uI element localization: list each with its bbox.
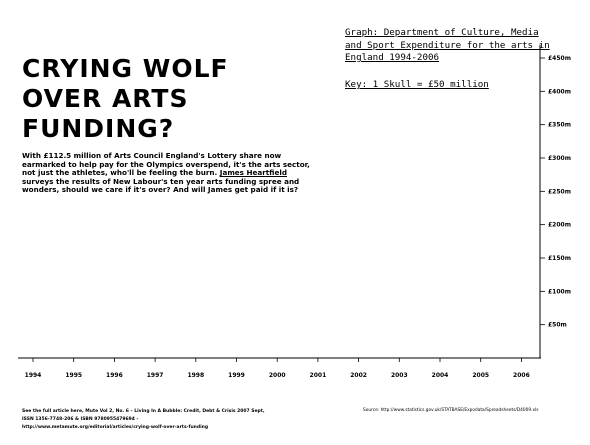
bar-1994 <box>24 199 42 352</box>
skull-icon <box>309 332 327 352</box>
x-tick-label: 1998 <box>187 372 205 379</box>
skull-icon <box>309 266 327 286</box>
skull-icon <box>350 266 368 286</box>
skull-icon <box>472 232 490 252</box>
skull-icon <box>268 299 286 319</box>
skull-icon <box>105 266 123 286</box>
x-tick-label: 2002 <box>350 372 367 379</box>
x-tick-label: 1999 <box>228 372 245 379</box>
bar-2001 <box>309 199 327 352</box>
skull-icon <box>65 266 83 286</box>
skull-icon <box>350 232 368 252</box>
skull-icon <box>309 199 327 219</box>
footer-line-2: ISSN 1356-7748-206 & ISBN 9780955479694 - <box>22 417 139 422</box>
bar-2004 <box>431 132 449 352</box>
x-axis-labels <box>25 358 530 379</box>
skull-icon <box>105 299 123 319</box>
skull-icon <box>431 166 449 186</box>
skull-icon <box>512 332 530 352</box>
y-tick-label: £450m <box>548 54 571 62</box>
skull-icon <box>187 266 205 286</box>
skull-icon <box>431 332 449 352</box>
skull-icon <box>390 299 408 319</box>
bar-2005 <box>472 99 490 352</box>
y-tick-label: £150m <box>548 254 571 262</box>
y-axis <box>18 45 571 358</box>
skull-icon <box>431 299 449 319</box>
skull-icon <box>390 332 408 352</box>
skull-icon <box>512 99 530 119</box>
skull-icon <box>187 299 205 319</box>
skull-icon <box>268 332 286 352</box>
skull-icon <box>390 232 408 252</box>
x-tick-label: 2000 <box>268 372 286 379</box>
bars-layer <box>24 66 530 352</box>
y-tick-label: £250m <box>548 188 571 196</box>
skull-icon <box>268 232 286 252</box>
skull-icon <box>187 332 205 352</box>
skull-icon <box>390 166 408 186</box>
skull-icon <box>431 266 449 286</box>
footer-line-1: See the full article here, Mute Vol 2, No. 6 – Living In A Bubble: Credit, Debt & Crisis 2007 Sept, <box>22 409 265 414</box>
skull-icon <box>309 299 327 319</box>
skull-icon <box>512 299 530 319</box>
x-tick-label: 2001 <box>309 372 327 379</box>
skull-icon <box>350 199 368 219</box>
graph-title: Graph: Department of Culture, Media and Sport Expenditure for the arts in England 1994-2006 <box>345 27 550 64</box>
skull-icon <box>512 199 530 219</box>
skull-icon <box>65 299 83 319</box>
skull-icon <box>24 232 42 252</box>
y-tick-label: £100m <box>548 288 571 296</box>
skull-icon <box>512 132 530 152</box>
x-tick-label: 1996 <box>106 372 123 379</box>
skull-icon <box>24 266 42 286</box>
x-tick-label: 2005 <box>472 372 490 379</box>
skull-icon <box>146 232 164 252</box>
skull-icon <box>472 299 490 319</box>
skull-icon <box>24 332 42 352</box>
x-tick-label: 2003 <box>390 372 408 379</box>
skull-icon <box>350 166 368 186</box>
skull-icon <box>472 199 490 219</box>
skull-icon <box>472 266 490 286</box>
x-tick-label: 1994 <box>24 372 42 379</box>
skull-icon <box>512 232 530 252</box>
skull-icon <box>309 232 327 252</box>
author-link[interactable]: James Heartfield <box>219 168 287 178</box>
skull-icon <box>65 332 83 352</box>
bar-2002 <box>350 166 368 352</box>
x-tick-label: 1997 <box>146 372 164 379</box>
skull-icon <box>268 199 286 219</box>
skull-icon <box>24 199 42 219</box>
skull-icon <box>65 199 83 219</box>
skull-icon <box>472 132 490 152</box>
skull-icon <box>431 199 449 219</box>
bar-2006 <box>512 66 530 352</box>
skull-icon <box>65 232 83 252</box>
skull-icon <box>24 299 42 319</box>
bar-1999 <box>228 199 246 352</box>
skull-icon <box>390 266 408 286</box>
skull-icon <box>146 332 164 352</box>
skull-icon <box>472 332 490 352</box>
y-tick-label: £200m <box>548 221 571 229</box>
skull-icon <box>228 266 246 286</box>
y-tick-label: £300m <box>548 154 571 162</box>
skull-icon <box>105 332 123 352</box>
headline: CRYING WOLF OVER ARTS FUNDING? <box>22 54 229 143</box>
skull-icon <box>228 332 246 352</box>
bar-1997 <box>146 199 164 352</box>
skull-icon <box>350 299 368 319</box>
y-tick-label: £400m <box>548 88 571 96</box>
skull-icon <box>512 66 530 86</box>
intro-part-2: surveys the results of New Labour's ten year arts funding spree and wonders, should we care if it's over? And will James get paid if it is? <box>22 176 300 195</box>
footer-line-3[interactable]: http://www.metamute.org/editorial/articles/crying-wolf-over-arts-funding <box>22 425 209 430</box>
skull-icon <box>472 166 490 186</box>
x-tick-label: 1995 <box>65 372 83 379</box>
skull-icon <box>146 299 164 319</box>
bar-1995 <box>65 199 83 352</box>
x-tick-label: 2006 <box>513 372 530 379</box>
bar-2003 <box>390 132 408 352</box>
skull-icon <box>512 266 530 286</box>
article-footer <box>22 408 265 432</box>
skull-icon <box>350 332 368 352</box>
chart-key: Key: 1 Skull = £50 million <box>345 79 489 90</box>
skull-icon <box>146 199 164 219</box>
skull-icon <box>187 199 205 219</box>
skull-icon <box>146 266 164 286</box>
skull-icon <box>105 232 123 252</box>
skull-icon <box>512 166 530 186</box>
skull-icon <box>431 132 449 152</box>
x-tick-label: 2004 <box>431 372 449 379</box>
skull-icon <box>228 199 246 219</box>
skull-icon <box>187 232 205 252</box>
intro-part-1: With £112.5 million of Arts Council England's Lottery share now earmarked to help pay for the Olympics overspend, it's the arts sector, not just the athletes, who'll be feeling the burn. <box>22 151 310 178</box>
skull-icon <box>105 199 123 219</box>
bar-1998 <box>187 199 205 352</box>
skull-icon <box>472 99 490 119</box>
skull-icon <box>228 299 246 319</box>
bar-2000 <box>268 199 286 352</box>
y-tick-label: £50m <box>548 321 567 329</box>
skull-icon <box>431 232 449 252</box>
skull-icon <box>268 266 286 286</box>
bar-1996 <box>105 199 123 352</box>
skull-icon <box>228 232 246 252</box>
y-tick-label: £350m <box>548 121 571 129</box>
skull-icon <box>390 132 408 152</box>
skull-icon <box>390 199 408 219</box>
source-note[interactable]: Source: http://www.statistics.gov.uk/STATBASE/Expodata/Spreadsheets/D4009.xls <box>363 408 539 413</box>
